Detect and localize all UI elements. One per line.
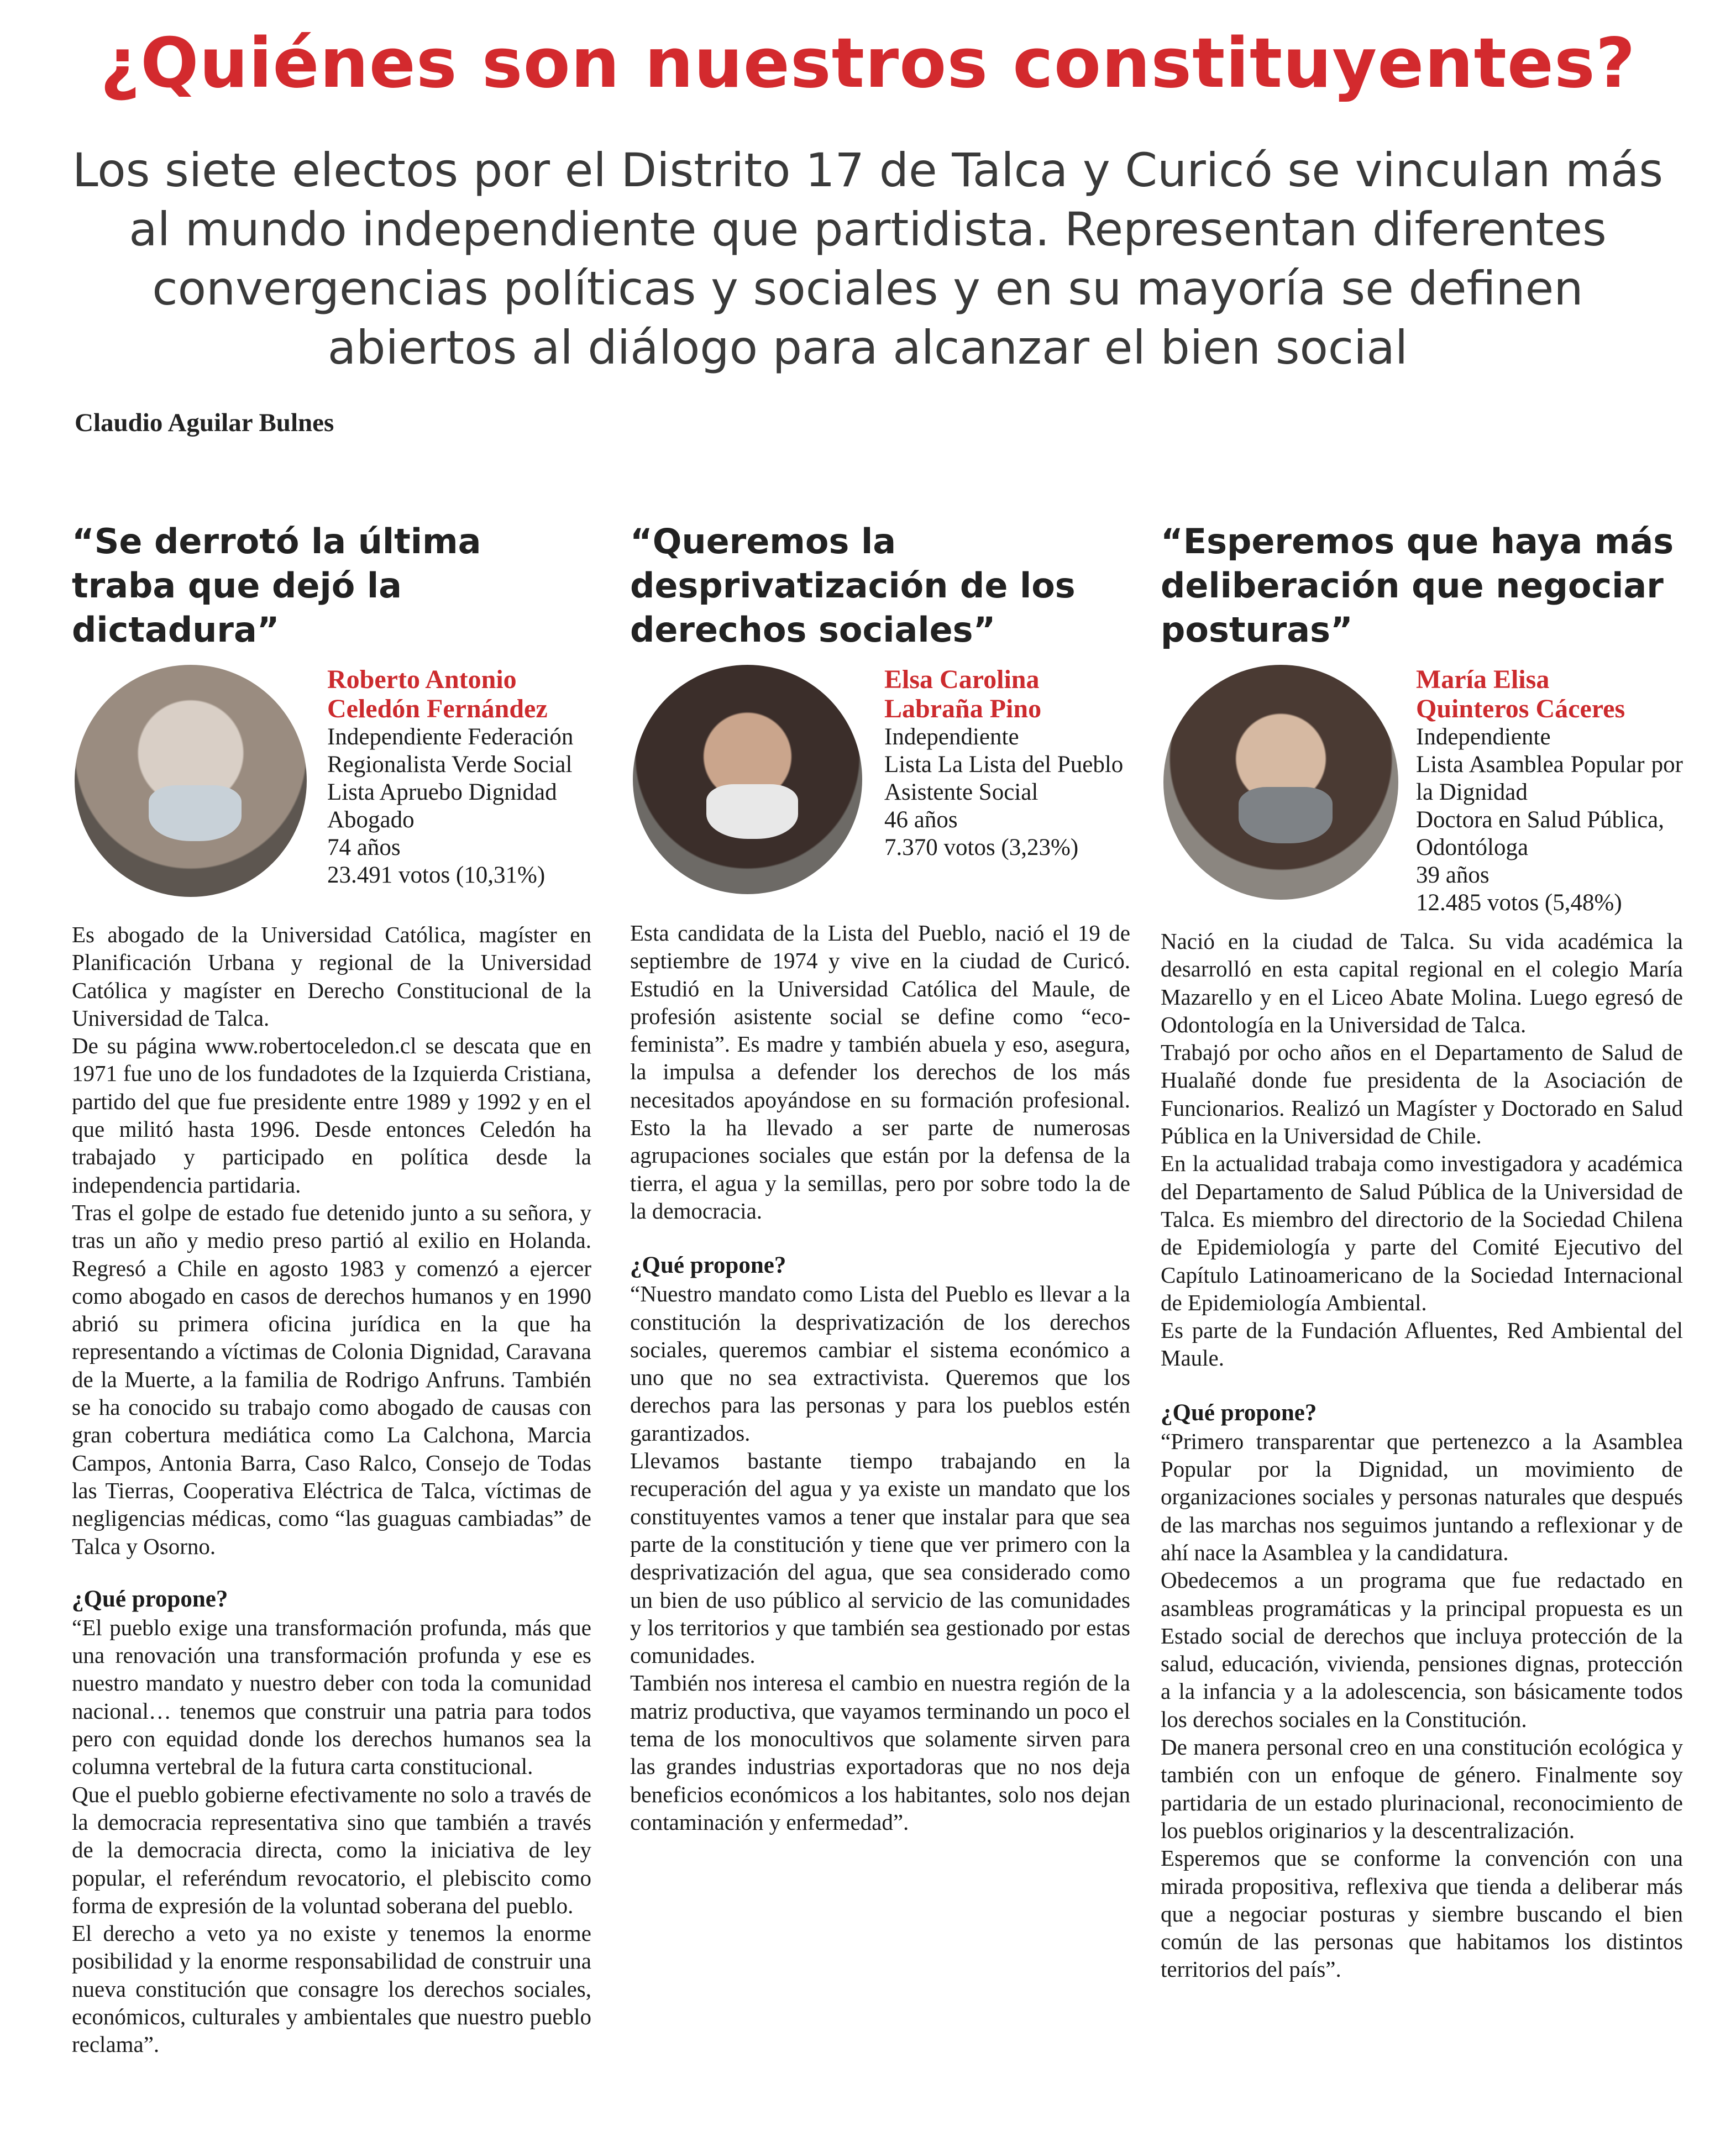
detail-age: 39 años bbox=[1416, 862, 1490, 888]
portrait-photo bbox=[1163, 665, 1398, 900]
subhead-proposal: ¿Qué propone? bbox=[1161, 1399, 1317, 1426]
profile-info bbox=[1416, 665, 1683, 917]
profile-block bbox=[630, 665, 1130, 900]
candidate-name-line2: Celedón Fernández bbox=[327, 694, 548, 723]
pull-quote: “Queremos la desprivatización de los derechos sociales” bbox=[630, 521, 1076, 650]
paragraph: Es parte de la Fundación Afluentes, Red Ambiental del Maule. bbox=[1161, 1317, 1683, 1371]
detail-list: Lista La Lista del Pueblo bbox=[884, 752, 1124, 778]
paragraph: “Primero transparentar que pertenezco a la Asamblea Popular por la Dignidad, un movimiento de organizaciones sociales y personas naturales que después de las marchas nos seguimos juntando a reflexionar y de ahí nace la Asamblea y la candidatura. bbox=[1161, 1428, 1683, 1565]
proposal-text bbox=[1161, 1427, 1683, 1983]
paragraph: Trabajó por ocho años en el Departamento de Salud de Hualañé donde fue presidenta de la Asociación de Funcionarios. Realizó un Magíster y Doctorado en Salud Pública en la Universidad de Chile. bbox=[1161, 1040, 1683, 1149]
page-headline: ¿Quiénes son nuestros constituyentes? bbox=[100, 24, 1636, 103]
detail-age: 46 años bbox=[884, 807, 958, 833]
column-labrana bbox=[630, 519, 1130, 1836]
paragraph: Es abogado de la Universidad Católica, magíster en Planificación Urbana y regional de la Universidad Católica y magíster en Derecho Constitucional de la Universidad de Talca. bbox=[72, 922, 591, 1031]
paragraph: “El pueblo exige una transformación profunda, más que una renovación una transformación profunda y ese es nuestro mandato y nuestro deber con toda la comunidad nacional… tenemos que construir una patria para todos pero con equidad donde los derechos humanos sea la columna vertebral de la futura carta constitucional. bbox=[72, 1614, 591, 1779]
detail-party-1: Independiente Federación bbox=[327, 724, 574, 750]
candidate-name-line2: Labraña Pino bbox=[884, 694, 1042, 723]
paragraph: Esta candidata de la Lista del Pueblo, nació el 19 de septiembre de 1974 y vive en la ciudad de Curicó. Estudió en la Universidad Católica del Maule, de profesión asistente social se define como “eco-feminista”. Es madre y también abuela y eso, asegura, la impulsa a defender los derechos de los más necesitados apoyándose en su formación profesional. Esto la ha llevado a ser parte de numerosas agrupaciones sociales que están por la defensa de la tierra, el agua y la semillas, pero por sobre todo la de la democracia. bbox=[630, 920, 1130, 1224]
bio-text bbox=[1161, 927, 1683, 1372]
paragraph: También nos interesa el cambio en nuestra región de la matriz productiva, que vayamos terminando un poco el tema de los monocultivos que solamente sirven para las grandes industrias exportadoras que no nos deja beneficios económicos a los habitantes, solo nos dejan contaminación y enfermedad”. bbox=[630, 1670, 1130, 1835]
column-quinteros bbox=[1161, 519, 1683, 1983]
paragraph: Llevamos bastante tiempo trabajando en la recuperación del agua y ya existe un mandato que los constituyentes vamos a tener que instalar para que sea parte de la constitución y tiene que ver primero con la desprivatización del agua, que sea considerado como un bien de uso público al servicio de las comunidades y los territorios y que también sea gestionado por estas comunidades. bbox=[630, 1448, 1130, 1668]
detail-profession: Abogado bbox=[327, 807, 415, 833]
paragraph: “Nuestro mandato como Lista del Pueblo es llevar a la constitución la desprivatización de los derechos sociales, queremos cambiar el sistema económico a uno que no sea extractivista. Queremos que los derechos para las personas y para los pueblos estén garantizados. bbox=[630, 1281, 1130, 1446]
candidate-name-line1: Roberto Antonio bbox=[327, 665, 517, 694]
candidate-name-line2: Quinteros Cáceres bbox=[1416, 694, 1625, 723]
detail-age: 74 años bbox=[327, 834, 401, 860]
proposal-text bbox=[72, 1614, 591, 2059]
column-celedon bbox=[72, 519, 591, 2059]
byline: Claudio Aguilar Bulnes bbox=[75, 408, 334, 437]
bio-text bbox=[72, 921, 591, 1560]
subhead-proposal: ¿Qué propone? bbox=[630, 1252, 786, 1279]
portrait-photo bbox=[75, 665, 307, 897]
pull-quote: “Esperemos que haya más deliberación que negociar posturas” bbox=[1161, 521, 1674, 650]
paragraph: De su página www.robertoceledon.cl se descata que en 1971 fue uno de los fundadotes de la Izquierda Cristiana, partido del que fue presidente entre 1989 y 1992 y en el que militó hasta 1996. Desde entonces Celedón ha trabajado y participado en política desde la independencia partidaria. bbox=[72, 1033, 591, 1198]
detail-votes: 12.485 votos (5,48%) bbox=[1416, 890, 1622, 916]
profile-info bbox=[884, 665, 1123, 862]
profile-block bbox=[72, 665, 591, 900]
portrait-photo bbox=[633, 665, 862, 894]
detail-list: Lista Asamblea Popular por la Dignidad bbox=[1416, 752, 1683, 805]
detail-profession: Asistente Social bbox=[884, 779, 1039, 805]
detail-profession: Doctora en Salud Pública, Odontóloga bbox=[1416, 807, 1665, 860]
detail-party-2: Regionalista Verde Social bbox=[327, 752, 573, 778]
subhead-proposal: ¿Qué propone? bbox=[72, 1586, 228, 1612]
paragraph: En la actualidad trabaja como investigadora y académica del Departamento de Salud Pública de la Universidad de Talca. Es miembro del directorio de la Sociedad Chilena de Epidemiología y parte del Comité Ejecutivo del Capítulo Latinoamericano de la Sociedad Internacional de Epidemiología Ambiental. bbox=[1161, 1151, 1683, 1315]
deck-subtitle: Los siete electos por el Distrito 17 de Talca y Curicó se vinculan más al mundo independiente que partidista. Representan diferentes convergencias políticas y sociales y en su mayoría se definen abiertos al diálogo para alcanzar el bien social bbox=[72, 143, 1664, 375]
detail-party: Independiente bbox=[1416, 724, 1551, 750]
paragraph: Esperemos que se conforme la convención con una mirada propositiva, reflexiva que tienda a deliberar más que a negociar posturas y siembre buscando el bien común de las personas que habitamos los distintos territorios del país”. bbox=[1161, 1845, 1683, 1982]
bio-text bbox=[630, 919, 1130, 1225]
profile-block bbox=[1161, 665, 1683, 916]
candidate-name-line1: Elsa Carolina bbox=[884, 665, 1040, 694]
paragraph: Obedecemos a un programa que fue redactado en asambleas programáticas y la principal propuesta es un Estado social de derechos que incluya protección de la salud, educación, vivienda, pensiones dignas, protección a la infancia y a la adolescencia, son básicamente todos los derechos sociales en la Constitución. bbox=[1161, 1567, 1683, 1732]
paragraph: Que el pueblo gobierne efectivamente no solo a través de la democracia representativa sino que también a través de la democracia directa, como la iniciativa de ley popular, el referéndum revocatorio, el plebiscito como forma de expresión de la voluntad soberana del pueblo. bbox=[72, 1781, 591, 1918]
detail-votes: 7.370 votos (3,23%) bbox=[884, 834, 1079, 860]
pull-quote: “Se derrotó la última traba que dejó la dictadura” bbox=[72, 521, 481, 650]
paragraph: De manera personal creo en una constitución ecológica y también con un enfoque de género. Finalmente soy partidaria de un estado plurinacional, reconocimiento de los pueblos originarios y la descentralización. bbox=[1161, 1734, 1683, 1843]
detail-party: Independiente bbox=[884, 724, 1019, 750]
candidate-name-line1: María Elisa bbox=[1416, 665, 1550, 694]
detail-list: Lista Apruebo Dignidad bbox=[327, 779, 557, 805]
detail-votes: 23.491 votos (10,31%) bbox=[327, 862, 546, 888]
paragraph: Tras el golpe de estado fue detenido junto a su señora, y tras un año y medio preso partió al exilio en Holanda. Regresó a Chile en agosto 1983 y comenzó a ejercer como abogado en casos de derechos humanos y en 1990 abrió su primera oficina jurídica en la que ha representando a víctimas de Colonia Dignidad, Caravana de la Muerte, a la familia de Rodrigo Anfruns. También se ha conocido su trabajo como abogado de causas con gran cobertura mediática como La Calchona, Marcia Campos, Antonia Barra, Caso Ralco, Consejo de Todas las Tierras, Cooperativa Eléctrica de Talca, víctimas de negligencias médicas, como “las guaguas cambiadas” de Talca y Osorno. bbox=[72, 1199, 591, 1559]
profile-info bbox=[327, 665, 573, 889]
proposal-text bbox=[630, 1280, 1130, 1836]
paragraph: El derecho a veto ya no existe y tenemos la enorme posibilidad y la enorme responsabilidad de construir una nueva constitución que consagre los derechos sociales, económicos, culturales y ambientales que nuestro pueblo reclama”. bbox=[72, 1920, 591, 2057]
paragraph: Nació en la ciudad de Talca. Su vida académica la desarrolló en esta capital regional en el colegio María Mazarello y en el Liceo Abate Molina. Luego egresó de Odontología en la Universidad de Talca. bbox=[1161, 928, 1683, 1037]
